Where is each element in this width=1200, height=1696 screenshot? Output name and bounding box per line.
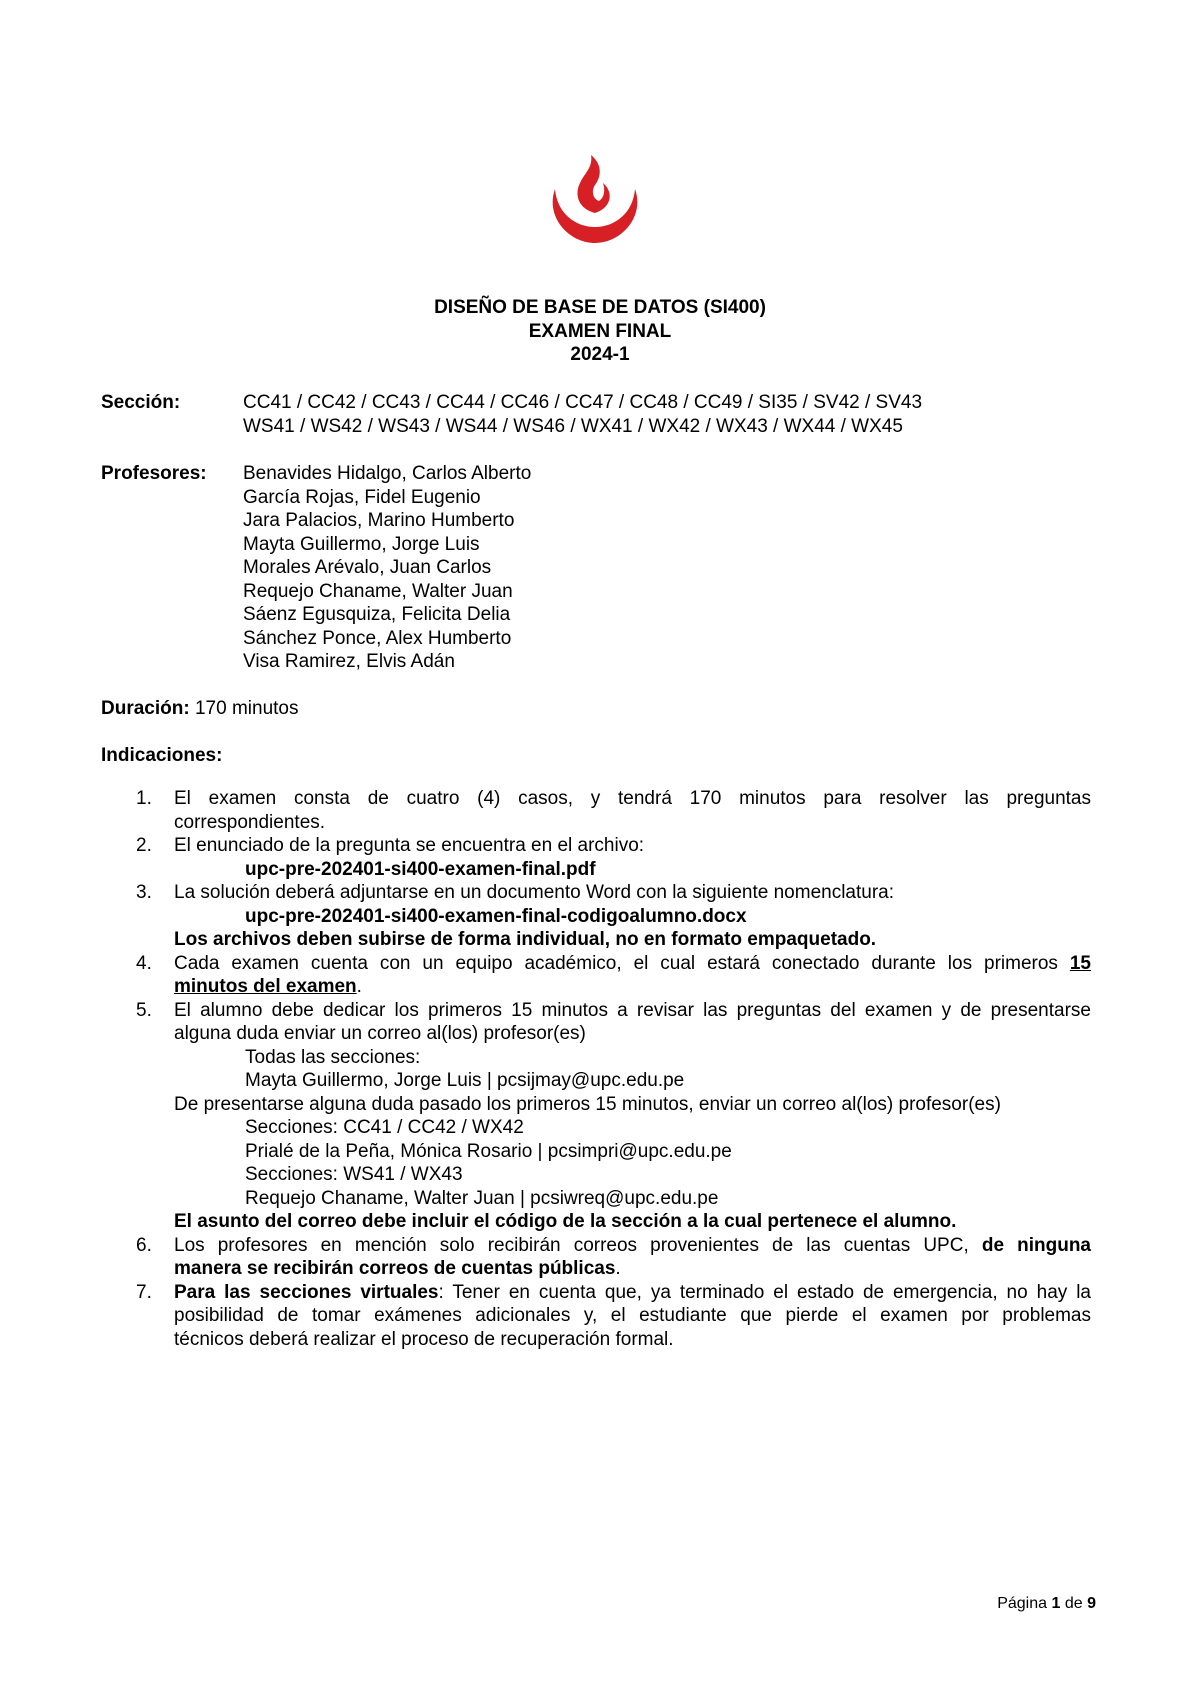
item-emphasis: Para las secciones virtuales xyxy=(174,1281,439,1303)
duracion-value: 170 minutos xyxy=(194,698,299,719)
professor-name: Sánchez Ponce, Alex Humberto xyxy=(243,627,512,649)
item-text-line xyxy=(174,1281,1091,1305)
seccion-list xyxy=(243,391,922,438)
seccion-label: Sección: xyxy=(101,392,181,413)
item-text-line xyxy=(174,975,1091,999)
contact-line: Mayta Guillermo, Jorge Luis | pcsijmay@upc.edu.pe xyxy=(245,1070,685,1091)
exam-type: EXAMEN FINAL xyxy=(528,320,672,342)
item-text: Cada examen cuenta con un equipo académico, el cual estará conectado durante los primeros xyxy=(174,952,1058,974)
list-item xyxy=(101,1234,1091,1281)
profesores-label: Profesores: xyxy=(101,463,207,484)
item-text: El alumno debe dedicar los primeros 15 minutos a revisar las preguntas del examen y de presentarse xyxy=(174,999,1091,1021)
item-number: 1. xyxy=(136,788,152,809)
item-text: El examen consta de cuatro (4) casos, y tendrá 170 minutos para resolver las preguntas xyxy=(174,788,1091,809)
list-item xyxy=(101,999,1091,1234)
item-text: De presentarse alguna duda pasado los primeros 15 minutos, enviar un correo al(los) profesor(es) xyxy=(174,1093,1001,1115)
exam-filename: upc-pre-202401-si400-examen-final.pdf xyxy=(245,858,596,880)
indicaciones-list xyxy=(101,787,1091,1351)
upc-logo xyxy=(543,155,647,245)
duracion-label: Duración: xyxy=(101,698,190,719)
sections-label: Todas las secciones: xyxy=(245,1046,421,1068)
seccion-line: WS41 / WS42 / WS43 / WS44 / WS46 / WX41 / WX42 / WX43 / WX44 / WX45 xyxy=(243,415,903,437)
item-text: : Tener en cuenta que, ya terminado el estado de emergencia, no hay la xyxy=(438,1281,1091,1303)
of-word: de xyxy=(1064,1595,1083,1612)
item-text: correspondientes. xyxy=(174,811,326,833)
item-emphasis: de ninguna xyxy=(981,1234,1091,1256)
duracion-line xyxy=(101,697,298,721)
item-emphasis: minutos del examen xyxy=(174,976,357,997)
item-text-line xyxy=(174,1234,1091,1258)
professor-name: Mayta Guillermo, Jorge Luis xyxy=(243,533,480,555)
upc-flame-logo-icon xyxy=(543,155,647,245)
item-number: 4. xyxy=(136,952,152,974)
item-emphasis: manera se recibirán correos de cuentas públicas xyxy=(174,1258,616,1279)
list-item xyxy=(101,952,1091,999)
item-text: Los profesores en mención solo recibirán correos provenientes de las cuentas UPC, xyxy=(174,1234,969,1256)
exam-term: 2024-1 xyxy=(570,344,630,365)
professor-name: Benavides Hidalgo, Carlos Alberto xyxy=(243,463,532,484)
indicaciones-label: Indicaciones: xyxy=(101,745,223,766)
exam-title-block xyxy=(0,296,1200,367)
list-item xyxy=(101,787,1091,834)
sections-label: Secciones: WS41 / WX43 xyxy=(245,1164,463,1185)
item-text: . xyxy=(356,976,362,997)
professor-name: Visa Ramirez, Elvis Adán xyxy=(243,651,455,672)
sections-label: Secciones: CC41 / CC42 / WX42 xyxy=(245,1117,524,1138)
professor-name: García Rojas, Fidel Eugenio xyxy=(243,486,481,508)
list-item xyxy=(101,834,1091,881)
item-text: . xyxy=(615,1258,621,1279)
course-title: DISEÑO DE BASE DE DATOS (SI400) xyxy=(434,297,766,318)
item-text: La solución deberá adjuntarse en un documento Word con la siguiente nomenclatura: xyxy=(174,882,895,903)
list-item xyxy=(101,1281,1091,1352)
item-number: 3. xyxy=(136,882,152,903)
item-note: Los archivos deben subirse de forma individual, no en formato empaquetado. xyxy=(174,929,877,950)
contact-line: Requejo Chaname, Walter Juan | pcsiwreq@upc.edu.pe xyxy=(245,1187,719,1209)
page-total: 9 xyxy=(1087,1595,1096,1612)
professor-name: Requejo Chaname, Walter Juan xyxy=(243,580,513,602)
item-number: 7. xyxy=(136,1281,152,1303)
page-word: Página xyxy=(997,1595,1048,1612)
item-text: técnicos deberá realizar el proceso de recuperación formal. xyxy=(174,1328,674,1350)
item-text-line xyxy=(174,952,1091,976)
solution-filename: upc-pre-202401-si400-examen-final-codigoalumno.docx xyxy=(245,905,747,927)
page-number: 1 xyxy=(1051,1595,1061,1612)
item-text: alguna duda enviar un correo al(los) profesor(es) xyxy=(174,1023,586,1044)
profesores-list xyxy=(243,462,531,674)
item-number: 6. xyxy=(136,1234,152,1256)
list-item xyxy=(101,881,1091,952)
professor-name: Morales Arévalo, Juan Carlos xyxy=(243,557,492,578)
item-number: 5. xyxy=(136,999,152,1021)
professor-name: Sáenz Egusquiza, Felicita Delia xyxy=(243,604,511,625)
seccion-line: CC41 / CC42 / CC43 / CC44 / CC46 / CC47 / CC48 / CC49 / SI35 / SV42 / SV43 xyxy=(243,392,923,413)
page-footer xyxy=(997,1592,1096,1616)
professor-name: Jara Palacios, Marino Humberto xyxy=(243,510,515,531)
item-note: El asunto del correo debe incluir el código de la sección a la cual pertenece el alumno. xyxy=(174,1211,957,1232)
contact-line: Prialé de la Peña, Mónica Rosario | pcsimpri@upc.edu.pe xyxy=(245,1140,732,1162)
item-emphasis: 15 xyxy=(1069,952,1091,974)
item-text: El enunciado de la pregunta se encuentra en el archivo: xyxy=(174,835,645,856)
item-text-line xyxy=(174,1257,1091,1281)
item-text: posibilidad de tomar exámenes adicionales y, el estudiante que pierde el examen por problemas xyxy=(174,1305,1091,1326)
item-number: 2. xyxy=(136,835,152,856)
